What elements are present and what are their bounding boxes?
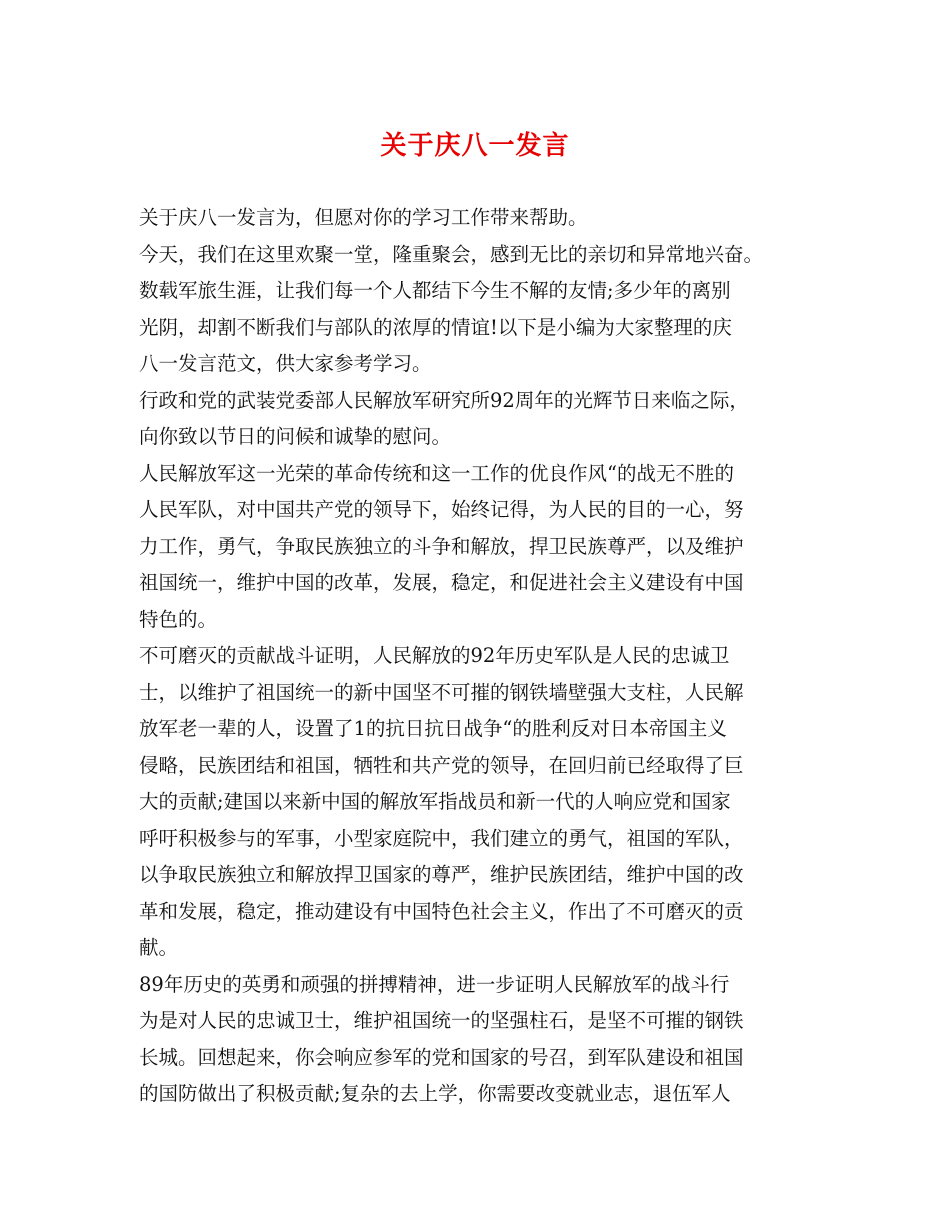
text-line: 献。: [139, 936, 179, 959]
document-title: 关于庆八一发言: [380, 131, 570, 161]
text-line: 向你致以节日的问候和诚挚的慰问。: [139, 425, 452, 448]
text-line: 行政和党的武装党委部人民解放军研究所92周年的光辉节日来临之际，: [139, 388, 749, 412]
text-line: 人民解放军这一光荣的革命传统和这一工作的优良作风“的战无不胜的: [139, 461, 734, 485]
text-line: 今天，我们在这里欢聚一堂，隆重聚会，感到无比的亲切和异常地兴奋。: [139, 242, 764, 266]
text-line: 士，以维护了祖国统一的新中国坚不可摧的钢铁墙壁强大支柱，人民解: [139, 680, 744, 704]
document-body: [139, 200, 829, 1113]
text-line: 革和发展，稳定，推动建设有中国特色社会主义，作出了不可磨灭的贡: [139, 899, 744, 923]
text-line: 大的贡献;建国以来新中国的解放军指战员和新一代的人响应党和国家: [139, 790, 731, 813]
text-line: 人民军队，对中国共产党的领导下，始终记得，为人民的目的一心，努: [139, 498, 744, 521]
text-line: 八一发言范文，供大家参考学习。: [139, 352, 432, 375]
text-line: 祖国统一，维护中国的改革，发展，稳定，和促进社会主义建设有中国: [139, 571, 744, 594]
text-line: 不可磨灭的贡献战斗证明，人民解放的92年历史军队是人民的忠诚卫: [139, 644, 730, 667]
text-line: 侵略，民族团结和祖国，牺牲和共产党的领导，在回归前已经取得了巨: [139, 753, 744, 777]
text-line: 放军老一辈的人，设置了1的抗日抗日战争“的胜利反对日本帝国主义: [139, 717, 727, 740]
text-line: 为是对人民的忠诚卫士，维护祖国统一的坚强柱石，是坚不可摧的钢铁: [139, 1009, 744, 1032]
text-line: 关于庆八一发言为，但愿对你的学习工作带来帮助。: [139, 206, 588, 229]
text-line: 力工作，勇气，争取民族独立的斗争和解放，捍卫民族尊严，以及维护: [139, 534, 744, 558]
text-line: 以争取民族独立和解放捍卫国家的尊严，维护民族团结，维护中国的改: [139, 863, 744, 886]
text-line: 呼吁积极参与的军事，小型家庭院中，我们建立的勇气，祖国的军队，: [139, 826, 744, 850]
text-line: 89年历史的英勇和顽强的拼搏精神，进一步证明人民解放军的战斗行: [139, 972, 730, 996]
text-line: 数载军旅生涯，让我们每一个人都结下今生不解的友情;多少年的离别: [139, 279, 731, 302]
text-line: 特色的。: [139, 607, 218, 631]
text-line: 长城。回想起来，你会响应参军的党和国家的号召，到军队建设和祖国: [139, 1045, 744, 1069]
text-line: 光阴，却割不断我们与部队的浓厚的情谊!以下是小编为大家整理的庆: [139, 315, 732, 339]
text-line: 的国防做出了积极贡献;复杂的去上学，你需要改变就业志，退伍军人: [139, 1082, 731, 1105]
